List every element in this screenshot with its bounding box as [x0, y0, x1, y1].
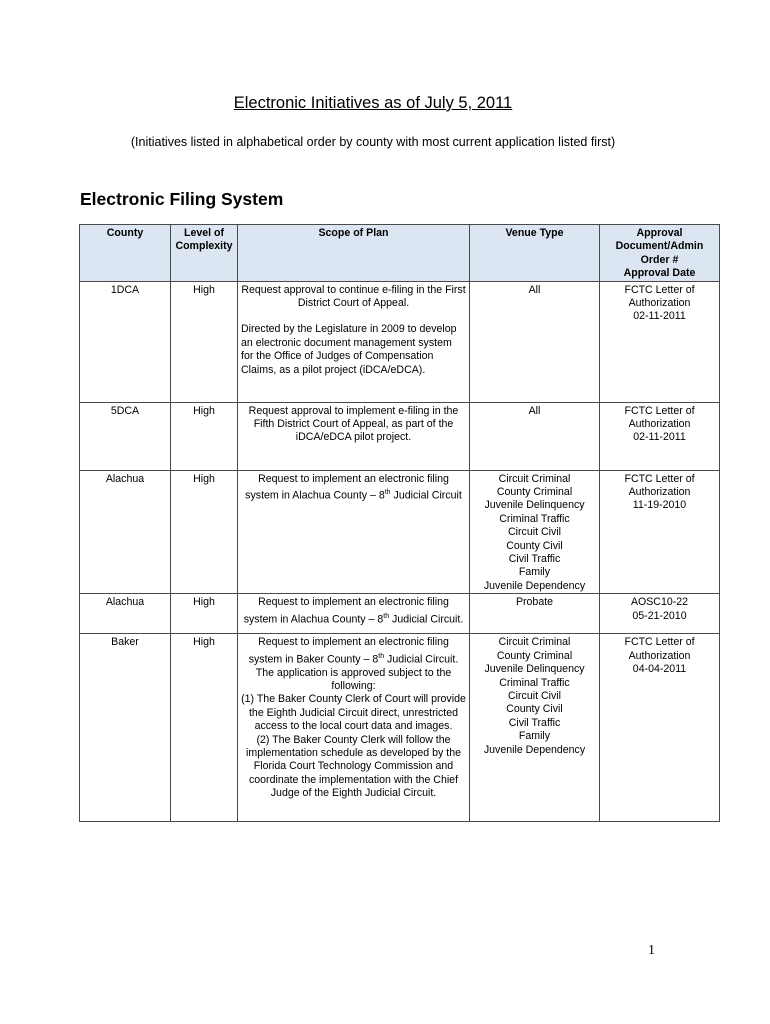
approval-line: 11-19-2010	[632, 499, 687, 512]
scope-text: Request to implement an electronic filing system in Baker County – 8	[248, 636, 449, 666]
cell-complexity: High	[171, 470, 238, 594]
approval-line: FCTC Letter of	[624, 404, 695, 417]
approval-line: Authorization	[628, 418, 691, 431]
cell-scope	[238, 594, 470, 634]
cell-approval	[600, 594, 720, 634]
venue-item: Circuit Criminal	[498, 636, 571, 649]
venue-item: County Criminal	[496, 486, 573, 499]
cell-venue	[470, 281, 600, 402]
table-row	[80, 281, 720, 402]
ordinal-suffix: th	[384, 489, 391, 497]
document-subtitle: (Initiatives listed in alphabetical order by county with most current application listed first)	[130, 135, 616, 149]
approval-line: Authorization	[628, 649, 691, 662]
approval-line: Authorization	[628, 486, 691, 499]
cell-complexity: High	[171, 634, 238, 822]
venue-item: Juvenile Dependency	[483, 579, 586, 592]
header-complexity-line: Level of	[183, 227, 225, 239]
approval-line: 02-11-2011	[633, 310, 686, 323]
table-row	[80, 470, 720, 594]
cell-venue	[470, 470, 600, 594]
header-approval-line: Approval Date	[623, 267, 696, 280]
table-row	[80, 634, 720, 822]
cell-approval	[600, 634, 720, 822]
venue-item: Criminal Traffic	[499, 676, 570, 689]
approval-line: 05-21-2010	[632, 609, 687, 622]
venue-item: Circuit Criminal	[498, 472, 571, 485]
section-heading: Electronic Filing System	[80, 189, 284, 209]
venue-item: Circuit Civil	[508, 526, 561, 539]
approval-line: AOSC10-22	[630, 596, 689, 609]
table-row	[80, 594, 720, 634]
venue-item: County Civil	[506, 539, 563, 552]
ordinal-suffix: th	[383, 612, 390, 620]
table-header-row	[80, 225, 720, 282]
header-venue: Venue Type	[470, 225, 600, 282]
venue-item: All	[528, 283, 541, 296]
venue-item: All	[528, 404, 541, 417]
approval-line: 02-11-2011	[633, 431, 686, 444]
approval-line: 04-04-2011	[632, 663, 687, 676]
scope-condition: (1) The Baker County Clerk of Court will provide the Eighth Judicial Circuit direct, unrestricted access to the local court data and images.	[241, 693, 466, 733]
cell-complexity: High	[171, 402, 238, 470]
header-approval-line: Document/Admin	[615, 240, 704, 253]
header-complexity-line: Complexity	[175, 240, 233, 253]
venue-item: Circuit Civil	[508, 689, 561, 702]
scope-condition: (2) The Baker County Clerk will follow the implementation schedule as developed by the Florida Court Technology Commission and coordinate the implementation with the Chief Judge of the Eighth Judicial Circuit.	[246, 733, 461, 800]
cell-approval	[600, 402, 720, 470]
ordinal-suffix: th	[378, 652, 385, 660]
venue-item: Juvenile Dependency	[483, 743, 586, 756]
venue-item: Family	[518, 566, 551, 579]
cell-scope	[238, 402, 470, 470]
header-county: County	[80, 225, 171, 282]
cell-county: 5DCA	[80, 402, 171, 470]
scope-paragraph: Directed by the Legislature in 2009 to develop an electronic document management system for the Office of Judges of Compensation Claims, as a pilot project (iDCA/eDCA).	[241, 323, 457, 376]
venue-item: Family	[518, 730, 551, 743]
header-approval-line: Approval	[636, 227, 683, 239]
header-scope: Scope of Plan	[238, 225, 470, 282]
header-approval-line: Order #	[640, 253, 679, 266]
approval-line: Authorization	[628, 297, 691, 310]
initiatives-table	[79, 224, 720, 822]
venue-item: Civil Traffic	[508, 553, 561, 566]
cell-county: Alachua	[80, 470, 171, 594]
cell-venue	[470, 402, 600, 470]
table-row	[80, 402, 720, 470]
approval-line: FCTC Letter of	[624, 636, 695, 649]
cell-county: Alachua	[80, 594, 171, 634]
scope-text: Judicial Circuit. The application is approved subject to the following:	[255, 653, 459, 693]
venue-item: Civil Traffic	[508, 716, 561, 729]
cell-approval	[600, 281, 720, 402]
cell-scope	[238, 470, 470, 594]
header-complexity	[171, 225, 238, 282]
cell-county: 1DCA	[80, 281, 171, 402]
scope-paragraph	[241, 636, 466, 693]
venue-item: Probate	[515, 596, 554, 609]
document-title: Electronic Initiatives as of July 5, 2011	[233, 94, 513, 112]
venue-item: Criminal Traffic	[499, 512, 570, 525]
scope-text: Judicial Circuit	[390, 489, 462, 502]
venue-item: County Civil	[506, 703, 563, 716]
page-number: 1	[648, 943, 655, 958]
scope-text: Judicial Circuit.	[389, 613, 464, 626]
header-approval	[600, 225, 720, 282]
cell-approval	[600, 470, 720, 594]
scope-text: Request to implement an electronic filing system in Alachua County – 8	[245, 472, 449, 502]
venue-item: County Criminal	[496, 649, 573, 662]
approval-line: FCTC Letter of	[624, 472, 695, 485]
scope-paragraph: Request approval to continue e-filing in the First District Court of Appeal.	[241, 283, 466, 310]
approval-line: FCTC Letter of	[624, 283, 695, 296]
cell-scope	[238, 634, 470, 822]
cell-venue	[470, 634, 600, 822]
venue-item: Juvenile Delinquency	[484, 663, 585, 676]
venue-item: Juvenile Delinquency	[484, 499, 585, 512]
scope-paragraph: Request approval to implement e-filing in the Fifth District Court of Appeal, as part of the iDCA/eDCA pilot project.	[248, 404, 459, 444]
cell-county: Baker	[80, 634, 171, 822]
cell-complexity: High	[171, 594, 238, 634]
cell-venue	[470, 594, 600, 634]
cell-scope	[238, 281, 470, 402]
cell-complexity: High	[171, 281, 238, 402]
scope-text: Request to implement an electronic filing system in Alachua County – 8	[243, 596, 449, 626]
